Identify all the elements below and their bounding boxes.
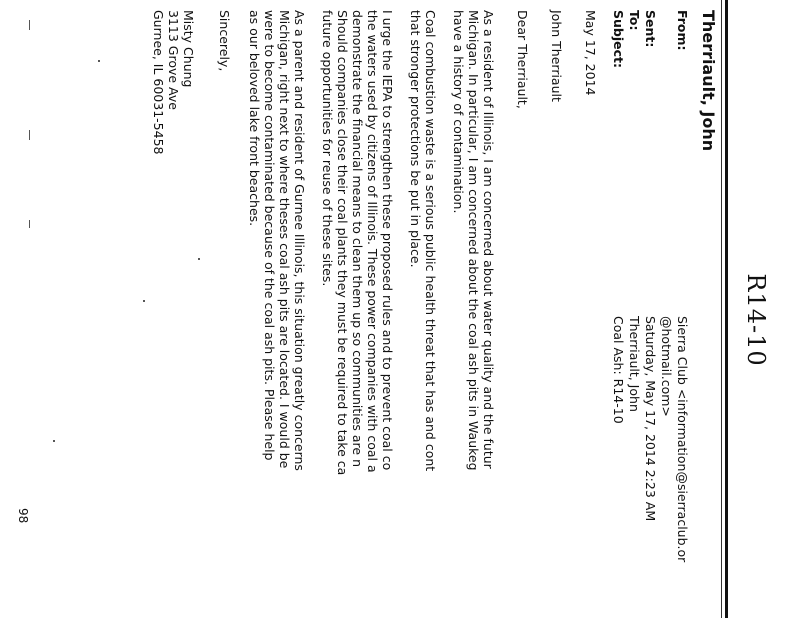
page-number: 98 <box>16 508 30 524</box>
paragraph-3-line: the waters used by citizens of Illinois. These power companies with coal a <box>365 10 380 473</box>
scan-speck <box>29 20 30 30</box>
paragraph-1-line: Michigan. In particular, I am concerned about the coal ash pits in Waukeg <box>466 10 481 471</box>
paragraph-3-line: Should companies close their coal plants they must be required to take ca <box>335 10 350 476</box>
scan-speck <box>53 440 55 442</box>
from-label: From: <box>675 10 690 51</box>
paragraph-4-line: As a parent and resident of Gurnee Illinois, this situation greatly concerns <box>292 10 307 471</box>
paragraph-2-line: Coal combustion waste is a serious public health threat that has and cont <box>423 10 438 472</box>
subject-label: Subject: <box>611 10 626 68</box>
paragraph-2-line: that stronger protections be put in place. <box>408 10 423 268</box>
to-value: Therriault, John <box>627 316 642 412</box>
salutation: Dear Therriault, <box>515 10 530 109</box>
paragraph-3-line: future opportunities for reuse of these sites. <box>320 10 335 287</box>
closing: Sincerely, <box>217 10 232 72</box>
signature-city: Gurnee, IL 60031-5458 <box>151 10 166 155</box>
paragraph-4-line: were to become contaminated because of the coal ash pits. Please help <box>262 10 277 461</box>
paragraph-1-line: have a history of contamination. <box>451 10 466 214</box>
scan-speck <box>143 300 145 302</box>
scan-speck <box>98 60 100 62</box>
paragraph-3-line: I urge the IEPA to strengthen these proposed rules and to prevent coal co <box>380 10 395 471</box>
to-label: To: <box>627 10 642 31</box>
signature-name: Misty Chung <box>181 10 196 88</box>
signature-address: 3113 Grove Ave <box>166 10 181 110</box>
paragraph-3-line: demonstrate the financial means to clean them up so communities are n <box>350 10 365 467</box>
subject-value: Coal Ash: R14-10 <box>611 316 626 424</box>
sent-value: Saturday, May 17, 2014 2:23 AM <box>643 316 658 522</box>
scan-speck <box>29 220 30 228</box>
sent-label: Sent: <box>643 10 658 48</box>
from-value-continued: @hotmail.com> <box>659 316 674 417</box>
paragraph-1-line: As a resident of Illinois, I am concerned about water quality and the futur <box>481 10 496 469</box>
paragraph-4-line: as our beloved lake front beaches. <box>247 10 262 227</box>
header-rule-thin <box>721 0 722 618</box>
header-rule-thick <box>725 0 728 618</box>
scan-speck <box>198 258 200 260</box>
date-line: May 17, 2014 <box>583 10 598 96</box>
paragraph-4-line: Michigan, right next to where theses coal ash pits are located. I would be <box>277 10 292 469</box>
sender-name: Therriault, John <box>699 10 718 152</box>
from-value: Sierra Club <information@sierraclub.or <box>675 316 690 563</box>
scan-speck <box>29 130 30 140</box>
document-number: R14-10 <box>742 273 770 367</box>
recipient-line: John Therriault <box>549 10 564 102</box>
